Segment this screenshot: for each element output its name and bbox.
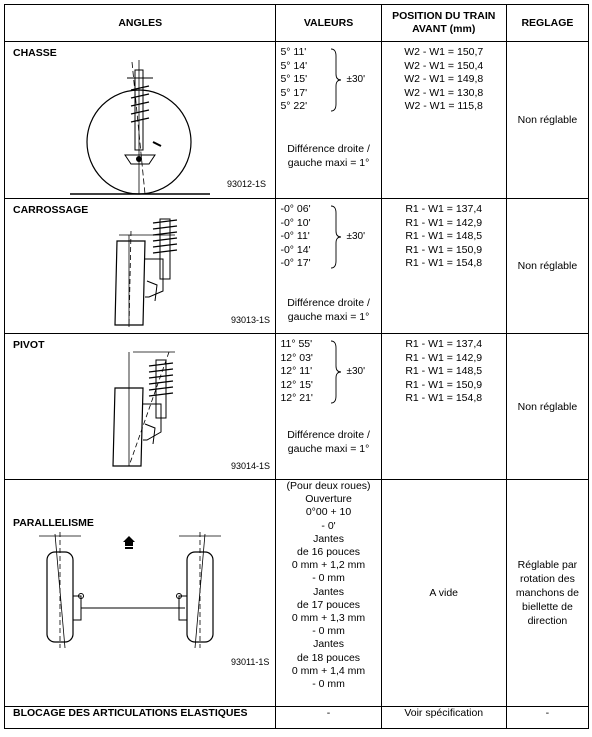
difference-line: Différence droite /	[287, 429, 370, 441]
difference-line: Différence droite /	[287, 143, 370, 155]
value-item: 12° 21'	[280, 392, 313, 404]
header-angles: ANGLES	[5, 5, 276, 42]
position-cell-chasse	[381, 42, 506, 199]
adjust-line: Réglable par	[517, 559, 578, 571]
difference-note	[276, 296, 380, 324]
angle-title: BLOCAGE DES ARTICULATIONS ELASTIQUES	[5, 707, 276, 729]
row-parallelisme	[5, 480, 589, 707]
toe-diagram	[37, 530, 237, 655]
position-item: R1 - W1 = 154,8	[405, 257, 483, 269]
value-item: - 0'	[321, 519, 336, 532]
value-list	[280, 338, 312, 406]
value-item: 0 mm + 1,4 mm	[291, 664, 366, 677]
position-item: W2 - W1 = 115,8	[404, 100, 483, 112]
value-item: 12° 03'	[280, 351, 313, 364]
value-item: 5° 11'	[280, 46, 307, 58]
header-values: VALEURS	[276, 5, 381, 42]
value-item: 5° 15'	[280, 73, 308, 85]
row-carrossage	[5, 199, 589, 334]
value-item: - 0 mm	[312, 678, 345, 691]
figure-code: 93014-1S	[231, 461, 271, 471]
position-item: R1 - W1 = 150,9	[405, 243, 483, 256]
caster-diagram	[65, 60, 215, 195]
value-item: 5° 14'	[280, 59, 308, 72]
value-item: -0° 11'	[280, 230, 310, 242]
position-item: R1 - W1 = 137,4	[405, 338, 483, 350]
position-cell-carrossage	[381, 199, 506, 334]
angle-cell-pivot	[5, 334, 276, 480]
adjust-cell-blocage: -	[506, 707, 588, 729]
value-item: de 17 pouces	[297, 598, 361, 611]
header-row	[5, 5, 589, 42]
position-cell-blocage: Voir spécification	[381, 707, 506, 729]
position-item: R1 - W1 = 137,4	[405, 203, 483, 215]
value-item: Jantes	[313, 585, 344, 598]
angle-title: PARALLELISME	[13, 517, 94, 529]
position-item: R1 - W1 = 148,5	[405, 365, 483, 377]
value-item: Ouverture	[305, 493, 352, 506]
values-cell-pivot	[276, 334, 381, 480]
angle-cell-chasse	[5, 42, 276, 199]
value-item: -0° 14'	[280, 243, 311, 256]
camber-diagram	[105, 211, 185, 329]
angle-title: CHASSE	[13, 47, 57, 59]
values-cell-parallelisme	[276, 480, 381, 707]
value-item: Jantes	[313, 638, 344, 651]
value-item: (Pour deux roues)	[286, 480, 371, 492]
position-item: R1 - W1 = 154,8	[405, 392, 483, 404]
value-list	[280, 46, 307, 114]
position-item: W2 - W1 = 130,8	[404, 86, 484, 99]
value-item: 0 mm + 1,2 mm	[291, 559, 366, 572]
figure-code: 93012-1S	[227, 179, 267, 189]
value-list	[280, 203, 310, 271]
figure-code: 93013-1S	[231, 315, 271, 325]
value-item: -0° 06'	[280, 203, 311, 215]
position-item: W2 - W1 = 149,8	[404, 73, 484, 85]
position-cell-pivot	[381, 334, 506, 480]
kingpin-diagram	[105, 348, 195, 468]
difference-note	[276, 428, 380, 456]
difference-line: Différence droite /	[287, 297, 370, 309]
difference-line: gauche maxi = 1°	[287, 311, 370, 323]
values-cell-carrossage	[276, 199, 381, 334]
alignment-spec-table	[4, 4, 589, 729]
value-item: Jantes	[313, 532, 344, 545]
brace-icon	[330, 205, 342, 269]
position-item: W2 - W1 = 150,4	[404, 59, 484, 72]
tolerance: ±30'	[346, 366, 365, 377]
value-item: 12° 11'	[280, 365, 313, 377]
difference-line: gauche maxi = 1°	[287, 157, 370, 169]
tolerance: ±30'	[346, 231, 365, 242]
row-blocage	[5, 707, 589, 729]
angle-title: CARROSSAGE	[13, 204, 89, 216]
value-item: 0 mm + 1,3 mm	[291, 612, 366, 625]
angle-cell-carrossage	[5, 199, 276, 334]
header-position: POSITION DU TRAIN AVANT (mm)	[381, 5, 506, 42]
value-item: 5° 17'	[280, 86, 308, 99]
position-item: R1 - W1 = 148,5	[405, 230, 483, 242]
position-cell-parallelisme: A vide	[381, 480, 506, 707]
position-item: R1 - W1 = 142,9	[405, 351, 483, 364]
value-item: -0° 10'	[280, 216, 311, 229]
difference-note	[276, 142, 380, 170]
adjust-line: biellette de	[522, 601, 573, 613]
value-item: 0°00 + 10	[305, 506, 352, 519]
tolerance: ±30'	[346, 74, 365, 85]
value-item: de 18 pouces	[297, 651, 361, 664]
value-item: 5° 22'	[280, 100, 308, 112]
row-pivot	[5, 334, 589, 480]
adjust-cell-carrossage: Non réglable	[506, 199, 588, 334]
values-cell-chasse	[276, 42, 381, 199]
adjust-line: rotation des	[519, 573, 575, 585]
brace-icon	[330, 340, 342, 404]
value-item: - 0 mm	[312, 625, 345, 638]
position-item: R1 - W1 = 142,9	[405, 216, 483, 229]
value-item: 12° 15'	[280, 378, 313, 391]
angle-cell-parallelisme	[5, 480, 276, 707]
adjust-line: manchons de	[515, 587, 579, 599]
value-item: - 0 mm	[312, 572, 345, 585]
values-cell-blocage: -	[276, 707, 381, 729]
value-item: de 16 pouces	[297, 546, 361, 559]
adjust-cell-chasse: Non réglable	[506, 42, 588, 199]
difference-line: gauche maxi = 1°	[287, 443, 370, 455]
position-item: W2 - W1 = 150,7	[404, 46, 484, 58]
position-item: R1 - W1 = 150,9	[405, 378, 483, 391]
row-chasse	[5, 42, 589, 199]
value-item: -0° 17'	[280, 257, 311, 269]
adjust-line: direction	[527, 615, 568, 627]
angle-title: PIVOT	[13, 339, 45, 351]
adjust-cell-pivot: Non réglable	[506, 334, 588, 480]
header-adjust: REGLAGE	[506, 5, 588, 42]
figure-code: 93011-1S	[231, 657, 270, 667]
brace-icon	[330, 48, 342, 112]
value-item: 11° 55'	[280, 338, 313, 350]
adjust-cell-parallelisme	[506, 480, 588, 707]
